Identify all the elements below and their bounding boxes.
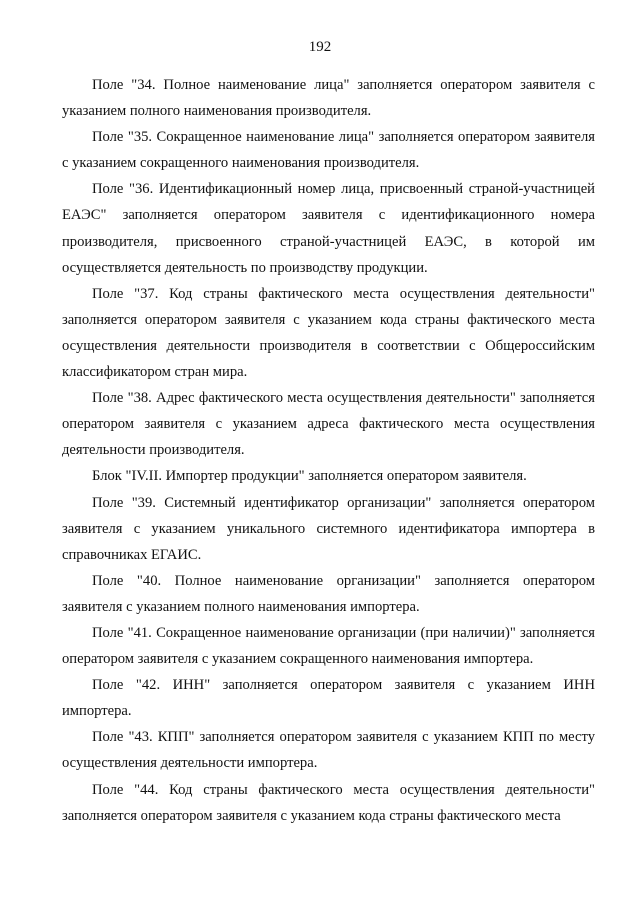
paragraph-field-38: Поле "38. Адрес фактического места осуществления деятельности" заполняется оператором заявителя с указанием адреса фактического места осуществления деятельности производителя. [62,390,595,459]
paragraph-field-44: Поле "44. Код страны фактического места осуществления деятельности" заполняется оператором заявителя с указанием кода страны фактического места [62,781,595,824]
paragraph-field-41: Поле "41. Сокращенное наименование организации (при наличии)" заполняется оператором заявителя с указанием сокращенного наименования импортера. [62,624,595,668]
paragraph-field-37: Поле "37. Код страны фактического места осуществления деятельности" заполняется оператором заявителя с указанием кода страны фактического места осуществления деятельности производителя в соответствии с Общероссийским классификатором стран мира. [62,285,595,381]
paragraph-field-40: Поле "40. Полное наименование организации" заполняется оператором заявителя с указанием полного наименования импортера. [62,572,595,615]
paragraph-field-34: Поле "34. Полное наименование лица" заполняется оператором заявителя с указанием полного наименования производителя. [62,77,595,120]
paragraph-field-43: Поле "43. КПП" заполняется оператором заявителя с указанием КПП по месту осуществления деятельности импортера. [62,729,595,772]
paragraph-field-39: Поле "39. Системный идентификатор организации" заполняется оператором заявителя с указанием уникального системного идентификатора импортера в справочниках ЕГАИС. [62,494,595,563]
body-text [62,72,595,829]
paragraph-field-35: Поле "35. Сокращенное наименование лица" заполняется оператором заявителя с указанием сокращенного наименования производителя. [62,129,595,172]
paragraph-field-36: Поле "36. Идентификационный номер лица, присвоенный страной-участницей ЕАЭС" заполняется оператором заявителя с идентификационного номера производителя, присвоенного страной-участницей ЕАЭС, в которой им осуществляется деятельность по производству продукции. [62,181,595,276]
paragraph-block-importer: Блок "IV.II. Импортер продукции" заполняется оператором заявителя. [92,468,527,485]
page-number: 192 [308,39,332,55]
paragraph-field-42: Поле "42. ИНН" заполняется оператором заявителя с указанием ИНН импортера. [62,677,595,720]
